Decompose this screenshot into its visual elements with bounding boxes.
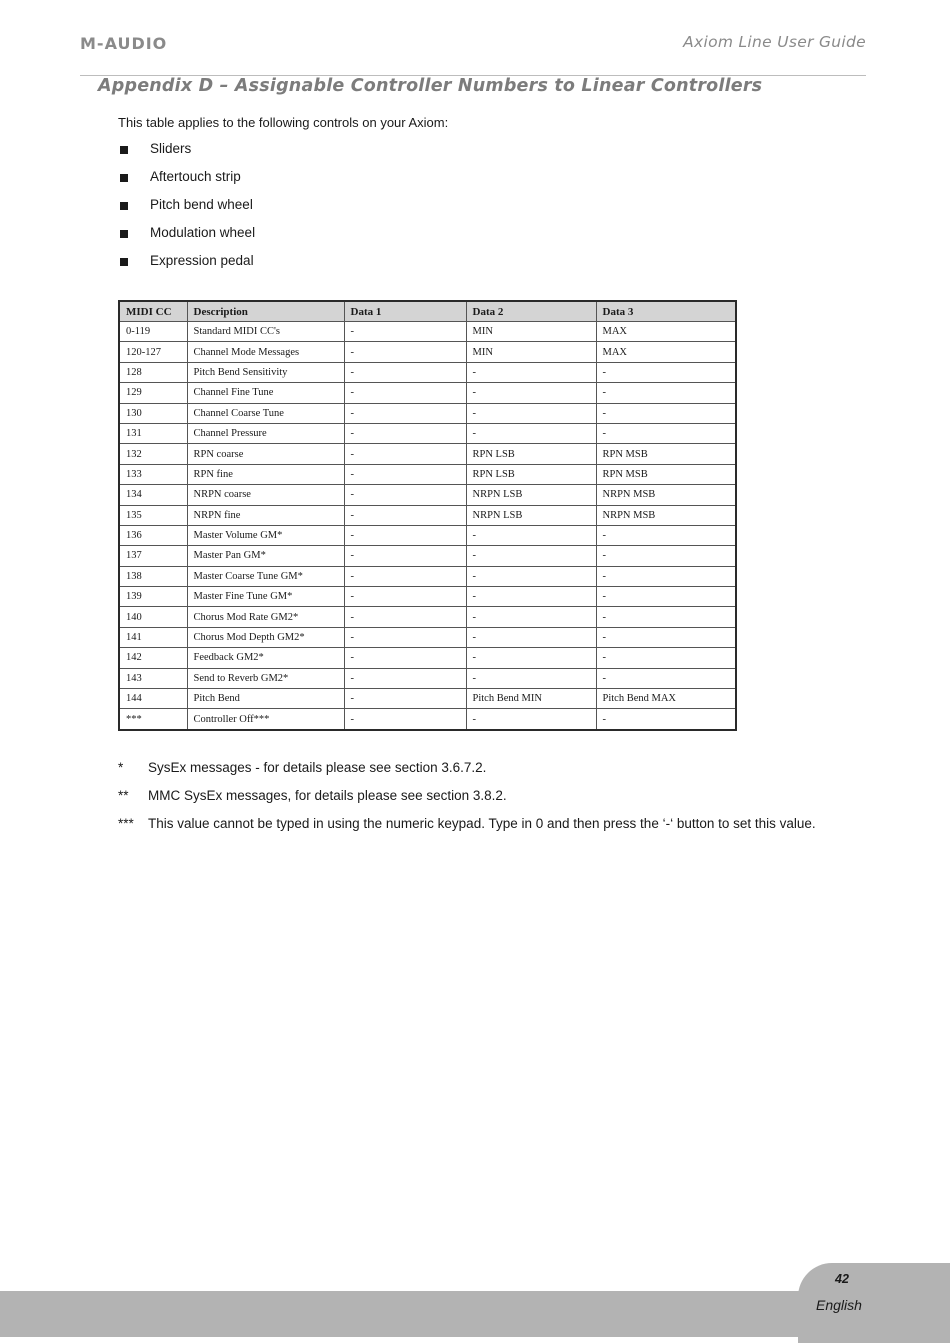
table-row [119, 546, 736, 566]
table-cell: 137 [119, 546, 187, 566]
table-cell: - [596, 627, 736, 647]
table-cell: MAX [596, 322, 736, 342]
footnote-mark: *** [118, 816, 134, 831]
table-row [119, 342, 736, 362]
table-cell: Chorus Mod Depth GM2* [187, 627, 344, 647]
table-row [119, 322, 736, 342]
guide-title: Axiom Line User Guide [683, 33, 866, 51]
table-cell: Channel Fine Tune [187, 383, 344, 403]
table-cell: - [344, 648, 466, 668]
table-cell: - [596, 587, 736, 607]
table-cell: NRPN LSB [466, 485, 596, 505]
page-number: 42 [835, 1272, 849, 1286]
table-cell: Pitch Bend MAX [596, 689, 736, 709]
table-cell: - [344, 464, 466, 484]
table-cell: RPN fine [187, 464, 344, 484]
table-cell: MAX [596, 342, 736, 362]
list-item [118, 225, 255, 253]
table-cell: Pitch Bend [187, 689, 344, 709]
table-cell: - [596, 546, 736, 566]
list-item [118, 141, 255, 169]
list-item [118, 197, 255, 225]
table-cell: 133 [119, 464, 187, 484]
table-cell: NRPN LSB [466, 505, 596, 525]
table-row [119, 709, 736, 730]
table-cell: - [344, 627, 466, 647]
table-cell: 142 [119, 648, 187, 668]
table-cell: - [344, 423, 466, 443]
table-cell: Channel Mode Messages [187, 342, 344, 362]
table-row [119, 627, 736, 647]
column-header: MIDI CC [119, 301, 187, 322]
table-cell: - [466, 668, 596, 688]
table-header-row [119, 301, 736, 322]
table-cell: RPN LSB [466, 444, 596, 464]
table-cell: - [596, 423, 736, 443]
footer-language: English [816, 1297, 862, 1313]
bullet-icon [120, 174, 128, 182]
table-cell: - [466, 587, 596, 607]
table-row [119, 587, 736, 607]
table-cell: RPN coarse [187, 444, 344, 464]
bullet-icon [120, 146, 128, 154]
table-row [119, 607, 736, 627]
table-cell: - [596, 525, 736, 545]
table-cell: Master Fine Tune GM* [187, 587, 344, 607]
list-item [118, 169, 255, 197]
column-header: Description [187, 301, 344, 322]
table-row [119, 403, 736, 423]
section-title: Appendix D – Assignable Controller Numbers to Linear Controllers [98, 76, 763, 96]
table-cell: - [466, 607, 596, 627]
table-cell: 135 [119, 505, 187, 525]
table-cell: - [466, 423, 596, 443]
table-cell: - [596, 566, 736, 586]
table-cell: - [344, 485, 466, 505]
table-cell: - [344, 566, 466, 586]
footnote-mark: ** [118, 788, 129, 803]
table-cell: - [344, 362, 466, 382]
table-row [119, 485, 736, 505]
table-cell: - [596, 383, 736, 403]
table-body [119, 322, 736, 730]
list-item [118, 253, 255, 281]
table-cell: - [344, 342, 466, 362]
table-cell: - [344, 668, 466, 688]
table-row [119, 525, 736, 545]
table-cell: - [596, 607, 736, 627]
table-cell: - [466, 525, 596, 545]
table-cell: Master Pan GM* [187, 546, 344, 566]
table-row [119, 566, 736, 586]
table-row [119, 668, 736, 688]
footnote [118, 788, 816, 816]
controls-list [118, 141, 255, 281]
footnotes [118, 760, 816, 844]
table-row [119, 362, 736, 382]
table-row [119, 444, 736, 464]
table-cell: Pitch Bend Sensitivity [187, 362, 344, 382]
list-item-label: Modulation wheel [150, 225, 256, 240]
intro-text: This table applies to the following controls on your Axiom: [118, 115, 449, 130]
table-cell: *** [119, 709, 187, 730]
table-cell: - [344, 546, 466, 566]
table-cell: 0-119 [119, 322, 187, 342]
table-row [119, 505, 736, 525]
table-cell: - [344, 403, 466, 423]
table-cell: - [596, 403, 736, 423]
table-cell: - [466, 403, 596, 423]
table-cell: - [466, 362, 596, 382]
table-cell: Standard MIDI CC's [187, 322, 344, 342]
table-cell: 141 [119, 627, 187, 647]
table-cell: Channel Pressure [187, 423, 344, 443]
table-cell: - [596, 362, 736, 382]
table-cell: - [466, 709, 596, 730]
table-cell: MIN [466, 342, 596, 362]
table-cell: - [344, 607, 466, 627]
table-cell: - [596, 709, 736, 730]
table-row [119, 383, 736, 403]
controller-table [118, 300, 737, 731]
table-cell: 128 [119, 362, 187, 382]
table-cell: - [344, 383, 466, 403]
table-cell: NRPN MSB [596, 485, 736, 505]
column-header: Data 3 [596, 301, 736, 322]
list-item-label: Expression pedal [150, 253, 254, 268]
footnote [118, 816, 816, 844]
table-cell: - [344, 505, 466, 525]
table-cell: 138 [119, 566, 187, 586]
table-cell: - [466, 383, 596, 403]
table-cell: - [344, 587, 466, 607]
column-header: Data 2 [466, 301, 596, 322]
list-item-label: Pitch bend wheel [150, 197, 253, 212]
table-cell: - [466, 566, 596, 586]
table-row [119, 689, 736, 709]
table-cell: - [596, 648, 736, 668]
table-cell: 136 [119, 525, 187, 545]
table-cell: Master Coarse Tune GM* [187, 566, 344, 586]
table-cell: 139 [119, 587, 187, 607]
footnote-text: SysEx messages - for details please see section 3.6.7.2. [148, 760, 487, 775]
table-cell: - [466, 627, 596, 647]
list-item-label: Aftertouch strip [150, 169, 241, 184]
bullet-icon [120, 258, 128, 266]
table-cell: Master Volume GM* [187, 525, 344, 545]
table-cell: 140 [119, 607, 187, 627]
footnote [118, 760, 816, 788]
table-cell: - [344, 709, 466, 730]
table-cell: - [344, 322, 466, 342]
table-cell: MIN [466, 322, 596, 342]
bullet-icon [120, 202, 128, 210]
table-cell: 129 [119, 383, 187, 403]
table-cell: - [466, 546, 596, 566]
table-cell: - [466, 648, 596, 668]
table-cell: Controller Off*** [187, 709, 344, 730]
table-cell: 144 [119, 689, 187, 709]
table-cell: NRPN coarse [187, 485, 344, 505]
table-cell: - [344, 444, 466, 464]
table-cell: - [344, 689, 466, 709]
table-cell: - [596, 668, 736, 688]
table-cell: Pitch Bend MIN [466, 689, 596, 709]
table-row [119, 423, 736, 443]
table-row [119, 464, 736, 484]
table-cell: 134 [119, 485, 187, 505]
table-cell: Chorus Mod Rate GM2* [187, 607, 344, 627]
footnote-text: MMC SysEx messages, for details please see section 3.8.2. [148, 788, 507, 803]
table-cell: Feedback GM2* [187, 648, 344, 668]
table-cell: 131 [119, 423, 187, 443]
brand-logo: M-AUDIO [80, 34, 168, 53]
footnote-mark: * [118, 760, 124, 775]
footnote-text: This value cannot be typed in using the numeric keypad. Type in 0 and then press the ‘-‘ button to set this value. [148, 816, 816, 831]
list-item-label: Sliders [150, 141, 192, 156]
table-cell: RPN LSB [466, 464, 596, 484]
table-cell: Channel Coarse Tune [187, 403, 344, 423]
table-cell: 132 [119, 444, 187, 464]
table-cell: NRPN MSB [596, 505, 736, 525]
table-cell: 143 [119, 668, 187, 688]
table-cell: Send to Reverb GM2* [187, 668, 344, 688]
bullet-icon [120, 230, 128, 238]
table-cell: 130 [119, 403, 187, 423]
table-cell: 120-127 [119, 342, 187, 362]
column-header: Data 1 [344, 301, 466, 322]
table-cell: - [344, 525, 466, 545]
table-row [119, 648, 736, 668]
table-cell: RPN MSB [596, 464, 736, 484]
table-cell: RPN MSB [596, 444, 736, 464]
table-cell: NRPN fine [187, 505, 344, 525]
